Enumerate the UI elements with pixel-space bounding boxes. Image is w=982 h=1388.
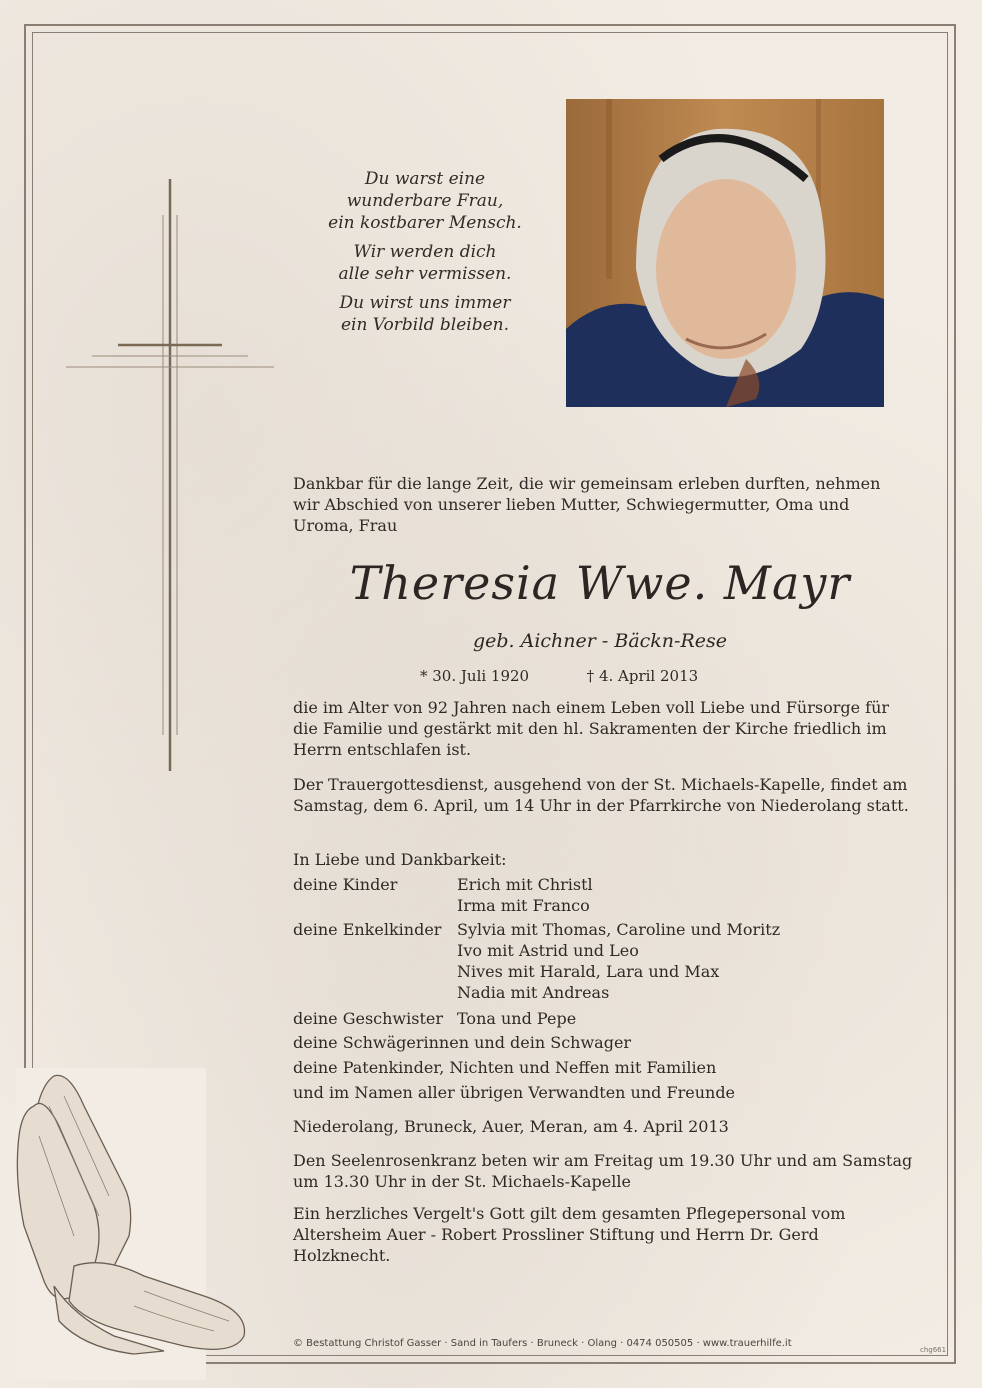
rosary-text: Den Seelenrosenkranz beten wir am Freitag um 19.30 Uhr und am Samstag um 13.30 Uhr in der St. Michaels-Kapelle xyxy=(293,1151,913,1191)
mourner-godchildren: deine Patenkinder, Nichten und Neffen mit Familien xyxy=(293,1058,717,1077)
mourner-names xyxy=(457,919,780,1003)
death-date: † 4. April 2013 xyxy=(586,667,699,685)
mourner-label: deine Enkelkinder xyxy=(293,920,442,939)
poem-stanza-1 xyxy=(300,168,550,234)
poem-line: ein Vorbild bleiben. xyxy=(340,315,510,335)
praying-hands-icon xyxy=(14,1066,254,1356)
cross-icon xyxy=(60,175,280,775)
poem-stanza-3 xyxy=(300,292,550,336)
birth-name: geb. Aichner - Bäckn-Rese xyxy=(472,630,728,652)
place-date: Niederolang, Bruneck, Auer, Meran, am 4. April 2013 xyxy=(293,1117,729,1136)
mourner-names xyxy=(457,874,593,916)
mourner-name: Irma mit Franco xyxy=(457,896,590,915)
mourner-relatives: und im Namen aller übrigen Verwandten und Freunde xyxy=(293,1083,736,1102)
portrait-photo xyxy=(566,99,884,407)
poem xyxy=(300,168,550,343)
mourner-row xyxy=(293,919,781,1002)
intro-text: Dankbar für die lange Zeit, die wir gemeinsam erleben durften, nehmen wir Abschied von unserer lieben Mutter, Schwiegermutter, Oma und Uroma, Frau xyxy=(293,474,881,535)
document-code: chg661 xyxy=(920,1346,947,1354)
deceased-name: Theresia Wwe. Mayr xyxy=(349,556,851,610)
paragraph-funeral: Der Trauergottesdienst, ausgehend von der St. Michaels-Kapelle, findet am Samstag, dem 6. April, um 14 Uhr in der Pfarrkirche von Niederolang statt. xyxy=(293,775,909,815)
poem-line: ein kostbarer Mensch. xyxy=(328,213,522,233)
birth-date: * 30. Juli 1920 xyxy=(420,667,530,685)
mourner-names: Tona und Pepe xyxy=(457,1009,577,1028)
paragraph-life: die im Alter von 92 Jahren nach einem Leben voll Liebe und Fürsorge für die Familie und gestärkt mit den hl. Sakramenten der Kirche friedlich im Herrn entschlafen ist. xyxy=(293,698,890,759)
poem-line: Wir werden dich xyxy=(353,242,497,262)
mourner-name: Ivo mit Astrid und Leo xyxy=(457,941,639,960)
poem-line: alle sehr vermissen. xyxy=(338,264,512,284)
mourner-name: Nives mit Harald, Lara und Max xyxy=(457,962,720,981)
mourner-name: Nadia mit Andreas xyxy=(457,983,610,1002)
mourner-row xyxy=(293,1008,577,1029)
poem-line: Du wirst uns immer xyxy=(339,293,511,313)
mourners-intro: In Liebe und Dankbarkeit: xyxy=(293,850,507,869)
mourner-name: Sylvia mit Thomas, Caroline und Moritz xyxy=(457,920,781,939)
mourner-label: deine Kinder xyxy=(293,875,398,894)
poem-stanza-2 xyxy=(300,241,550,285)
poem-line: wunderbare Frau, xyxy=(346,191,504,211)
life-dates xyxy=(420,667,698,685)
mourner-name: Erich mit Christl xyxy=(457,875,593,894)
mourner-label: deine Geschwister xyxy=(293,1009,443,1028)
mourner-row xyxy=(293,874,593,915)
thanks-text: Ein herzliches Vergelt's Gott gilt dem gesamten Pflegepersonal vom Altersheim Auer - Robert Prossliner Stiftung und Herrn Dr. Gerd Holzknecht. xyxy=(293,1204,846,1265)
mourner-inlaws: deine Schwägerinnen und dein Schwager xyxy=(293,1033,632,1052)
footer-credit: © Bestattung Christof Gasser · Sand in Taufers · Bruneck · Olang · 0474 050505 · www.trauerhilfe.it xyxy=(293,1338,792,1349)
poem-line: Du warst eine xyxy=(364,169,486,189)
